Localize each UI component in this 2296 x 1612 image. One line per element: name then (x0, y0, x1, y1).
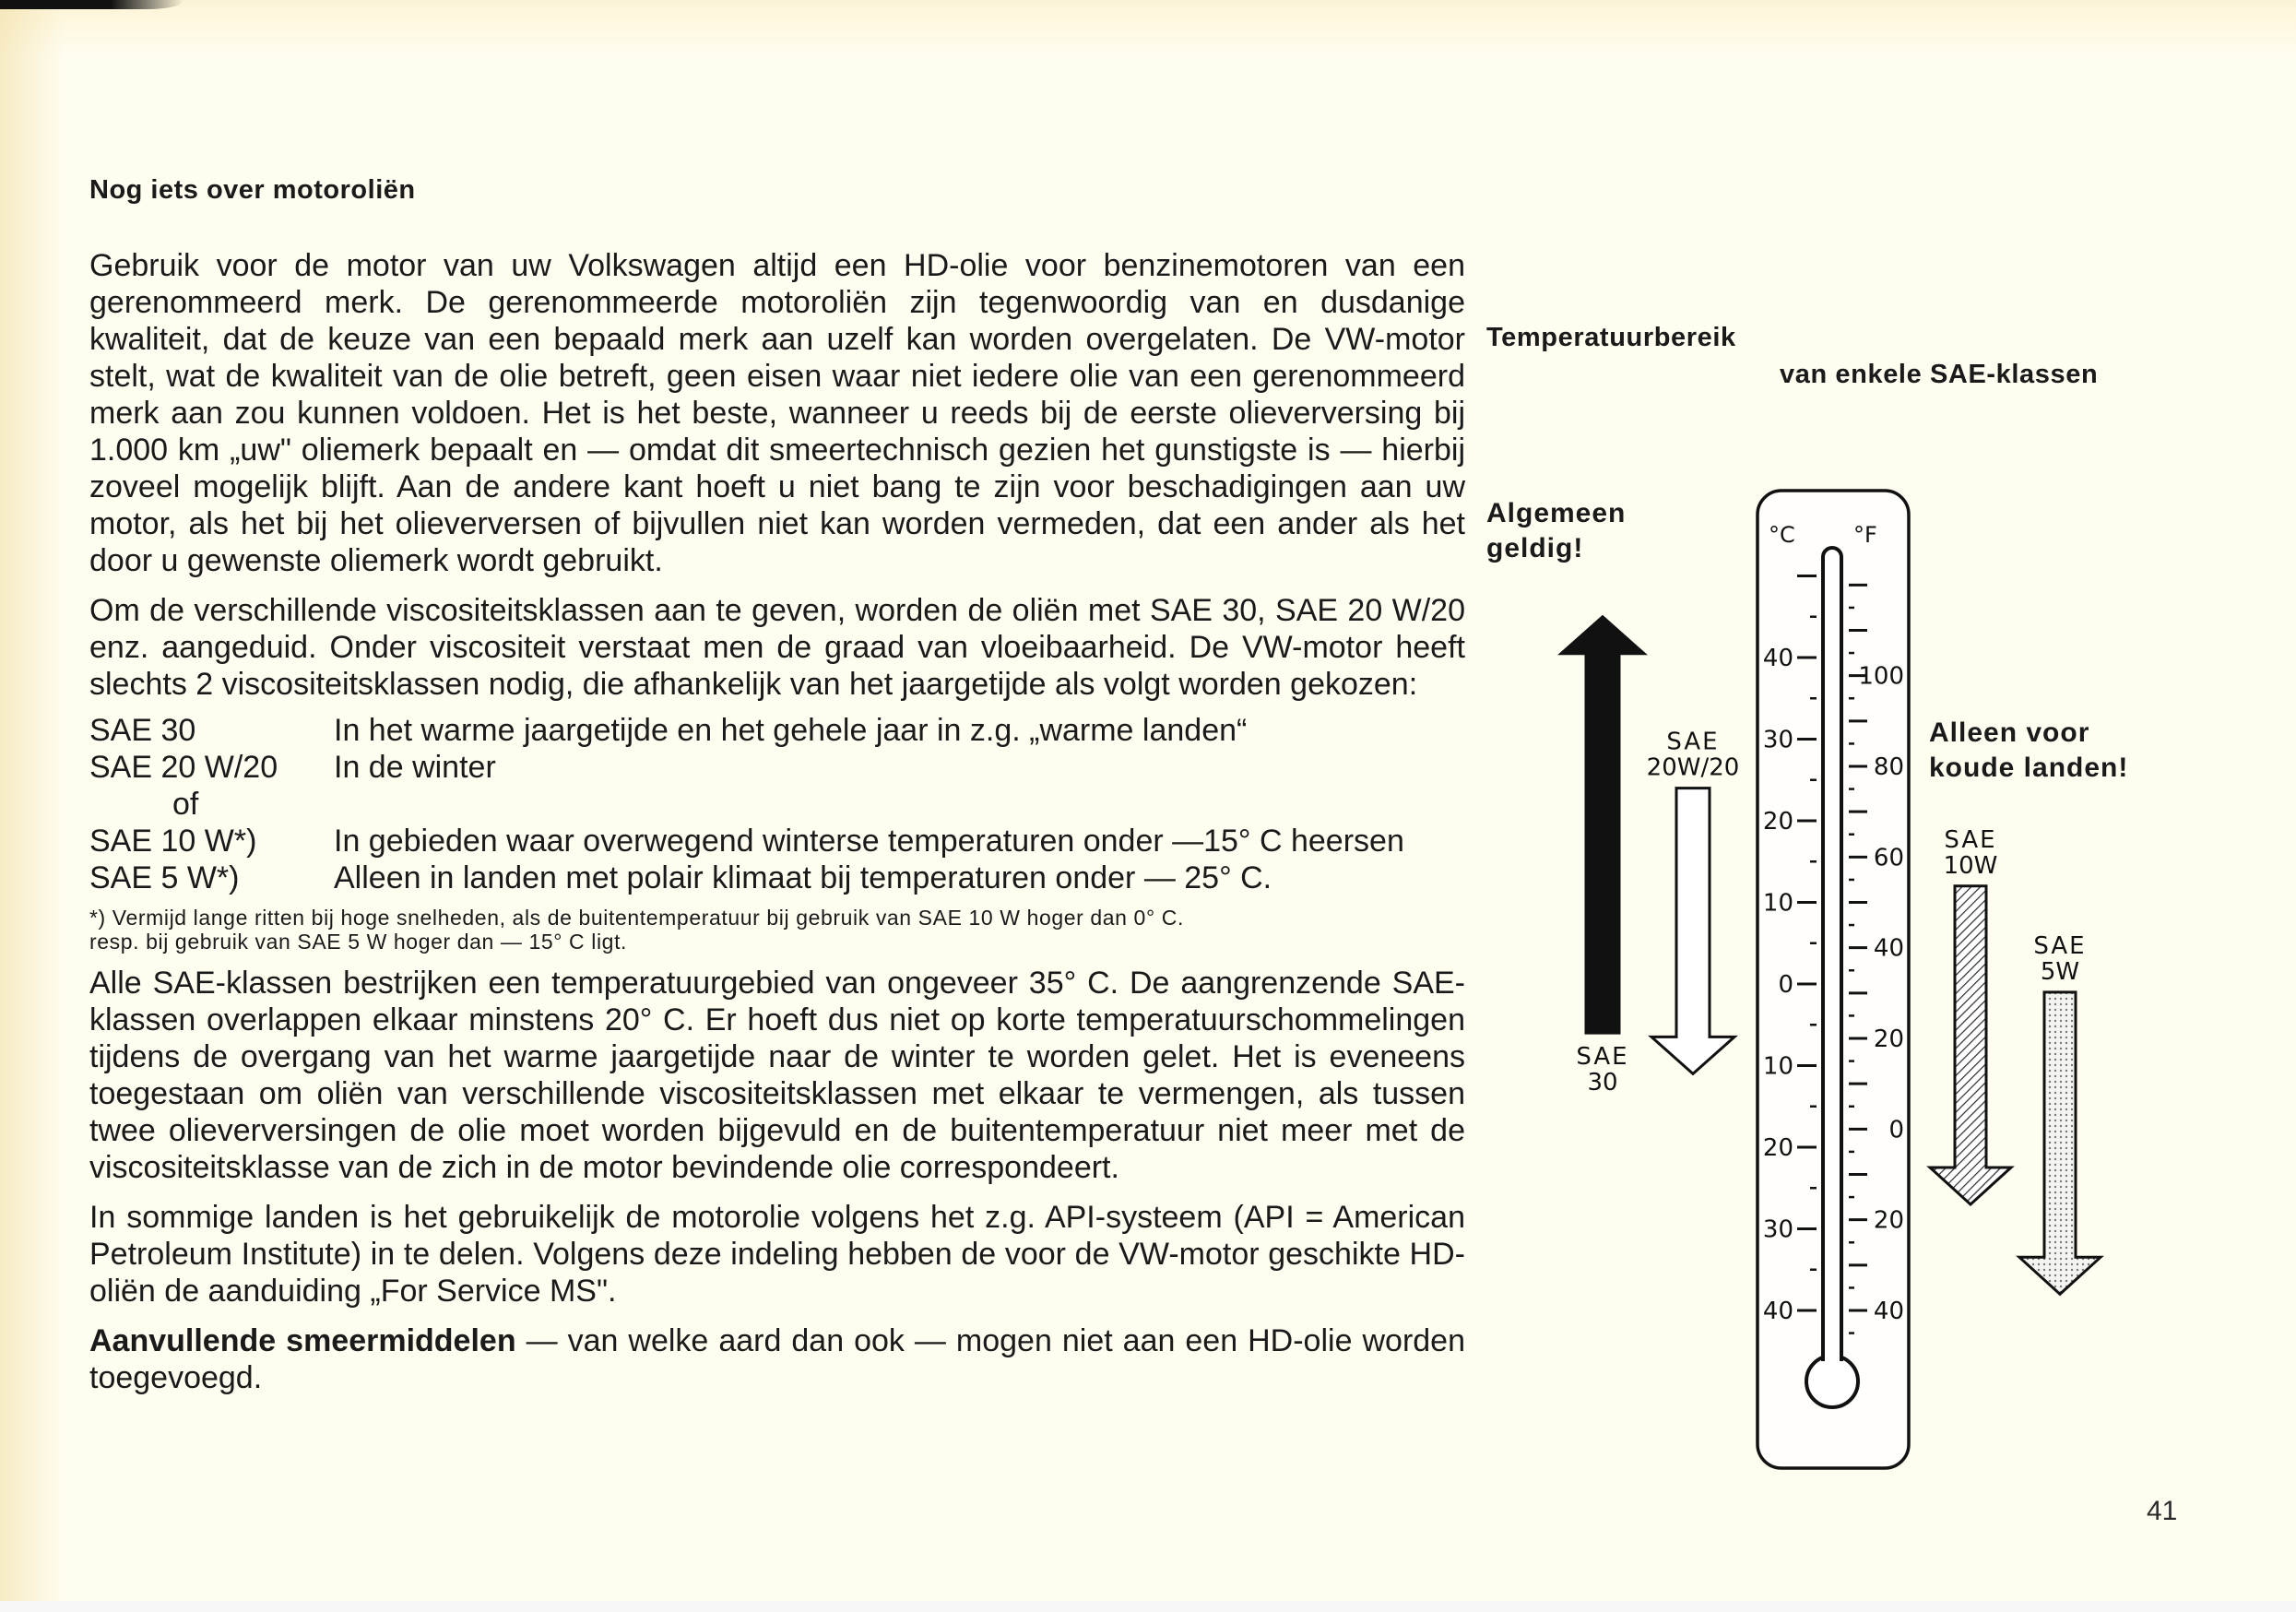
note-general-line1: Algemeen (1486, 498, 1627, 528)
thermometer-neck (1825, 1300, 1840, 1360)
paragraph-sae-range: Alle SAE-klassen bestrijken een temperatuurgebied van ongeveer 35° C. De aangrenzende SAE-klassen overlappen elkaar minstens 20° C. Er hoeft dus niet op korte temperatuurschommelingen tijdens de overgang van het warme jaargetijde naar de winter te worden gelet. Het is eveneens toegestaan om oliën van verschillende viscositeitsklassen met elkaar te vermengen, als tussen twee olieverversingen de olie moet worden bijgevuld en de buitentemperatuur niet meer met de viscositeitsklasse van de zich in de motor bevindende olie correspondeert. (89, 966, 1465, 1185)
section-heading: Nog iets over motoroliën (89, 175, 416, 205)
diagram-title-line1: Temperatuurbereik (1486, 323, 1736, 352)
sae-desc: In het warme jaargetijde en het gehele jaar in z.g. „warme landen“ (334, 713, 1248, 748)
celsius-tick-label: 10 (1762, 889, 1793, 918)
celsius-tick-label: 40 (1762, 1298, 1793, 1325)
arrow-label-line1: SAE (1944, 825, 1997, 854)
note-cold-line2: koude landen! (1929, 753, 2129, 783)
sae-desc: Alleen in landen met polair klimaat bij temperaturen onder — 25° C. (334, 860, 1272, 895)
celsius-tick-label: 20 (1762, 808, 1793, 836)
paragraph-viscosity: Om de verschillende viscositeitsklassen aan te geven, worden de oliën met SAE 30, SAE 20 W/20 enz. aangeduid. Onder viscositeit verstaat men de graad van vloeibaarheid. De VW-motor heeft slechts 2 viscositeitsklassen nodig, die afhankelijk van het jaargetijde als volgt worden gekozen: (89, 593, 1465, 702)
celsius-tick-label: 30 (1762, 726, 1793, 754)
fahrenheit-tick-label: 100 (1858, 662, 1904, 691)
fahrenheit-tick-label: 80 (1873, 753, 1904, 781)
celsius-tick-label: 0 (1778, 971, 1793, 999)
footnote-line: *) Vermijd lange ritten bij hoge snelheden, als de buitentemperatuur bij gebruik van SAE 10 W hoger dan 0° C. (89, 906, 1184, 930)
page-number: 41 (2147, 1496, 2178, 1526)
fahrenheit-tick-label: 0 (1888, 1116, 1904, 1144)
sae-name: SAE 20 W/20 (89, 750, 278, 785)
paragraph-oil-brand: Gebruik voor de motor van uw Volkswagen altijd een HD-olie voor benzinemotoren van een gerenommeerd merk. De gerenommeerde motoroliën zijn tegenwoordig van en dusdanige kwaliteit, dat de keuze van een bepaald merk aan uzelf kan worden overgelaten. De VW-motor stelt, wat de kwaliteit van de olie betreft, geen eisen waar niet iedere olie van een gerenommeerd merk aan zou kunnen voldoen. Het is het beste, wanneer u reeds bij de eerste olieverversing bij 1.000 km „uw" oliemerk bepaalt en — omdat dit smeertechnisch gezien het gunstigste is — hierbij zoveel mogelijk blijft. Aan de andere kant hoeft u niet bang te zijn voor beschadigingen aan uw motor, als het bij het olieverversen of bijvullen niet kan worden vermeden, dat een ander als het door u gewenste oliemerk wordt gebruikt. (89, 248, 1465, 578)
thermometer-tube (1823, 548, 1841, 1305)
arrow-5w (2019, 992, 2101, 1294)
celsius-tick-label: 30 (1762, 1215, 1793, 1244)
sae-name: SAE 30 (89, 713, 196, 748)
celsius-tick-label: 40 (1762, 645, 1793, 672)
fahrenheit-tick-label: 40 (1873, 1298, 1904, 1325)
additives-rest: — van welke aard dan ook — mogen niet aan een HD-olie worden toegevoegd. (89, 1323, 1465, 1395)
unit-fahrenheit-label: °F (1853, 522, 1877, 548)
note-general-line2: geldig! (1486, 533, 1584, 563)
sae-or: of (172, 787, 199, 822)
paragraph-api: In sommige landen is het gebruikelijk de motorolie volgens het z.g. API-systeem (API = American Petroleum Institute) in te delen. Volgens deze indeling hebben de voor de VW-motor geschikte HD-oliën de aanduiding „For Service MS". (89, 1200, 1465, 1309)
celsius-tick-label: 10 (1762, 1052, 1793, 1081)
sae-name: SAE 5 W*) (89, 860, 240, 895)
fahrenheit-tick-label: 60 (1873, 844, 1904, 872)
sae-desc: In gebieden waar overwegend winterse temperaturen onder —15° C heersen (334, 824, 1404, 859)
arrow-label-line2: 20W/20 (1646, 753, 1740, 782)
additives-lead: Aanvullende smeermiddelen (89, 1323, 516, 1358)
arrow-label-line2: 10W (1943, 851, 1998, 880)
celsius-tick-label: 20 (1762, 1134, 1793, 1162)
arrow-label-line2: 30 (1587, 1069, 1618, 1097)
footnote-line: resp. bij gebruik van SAE 5 W hoger dan — 15° C ligt. (89, 930, 628, 954)
fahrenheit-tick-label: 20 (1873, 1025, 1904, 1053)
thermometer-bulb (1806, 1356, 1858, 1407)
thermometer (1758, 491, 1909, 1468)
note-cold-line1: Alleen voor (1929, 717, 2090, 748)
arrow-label-line1: SAE (1666, 728, 1720, 756)
arrow-label-line1: SAE (2033, 931, 2087, 960)
diagram-title-line2: van enkele SAE-klassen (1780, 360, 2099, 389)
unit-celsius-label: °C (1769, 522, 1795, 548)
arrow-20w20 (1651, 788, 1734, 1074)
arrow-label-line2: 5W (2040, 957, 2080, 986)
arrow-10w (1930, 886, 2011, 1204)
arrow-30 (1561, 617, 1644, 1033)
fahrenheit-tick-label: 20 (1873, 1206, 1904, 1235)
sae-name: SAE 10 W*) (89, 824, 257, 859)
fahrenheit-tick-label: 40 (1873, 934, 1904, 963)
arrow-label-line1: SAE (1576, 1043, 1629, 1072)
sae-desc: In de winter (334, 750, 496, 785)
